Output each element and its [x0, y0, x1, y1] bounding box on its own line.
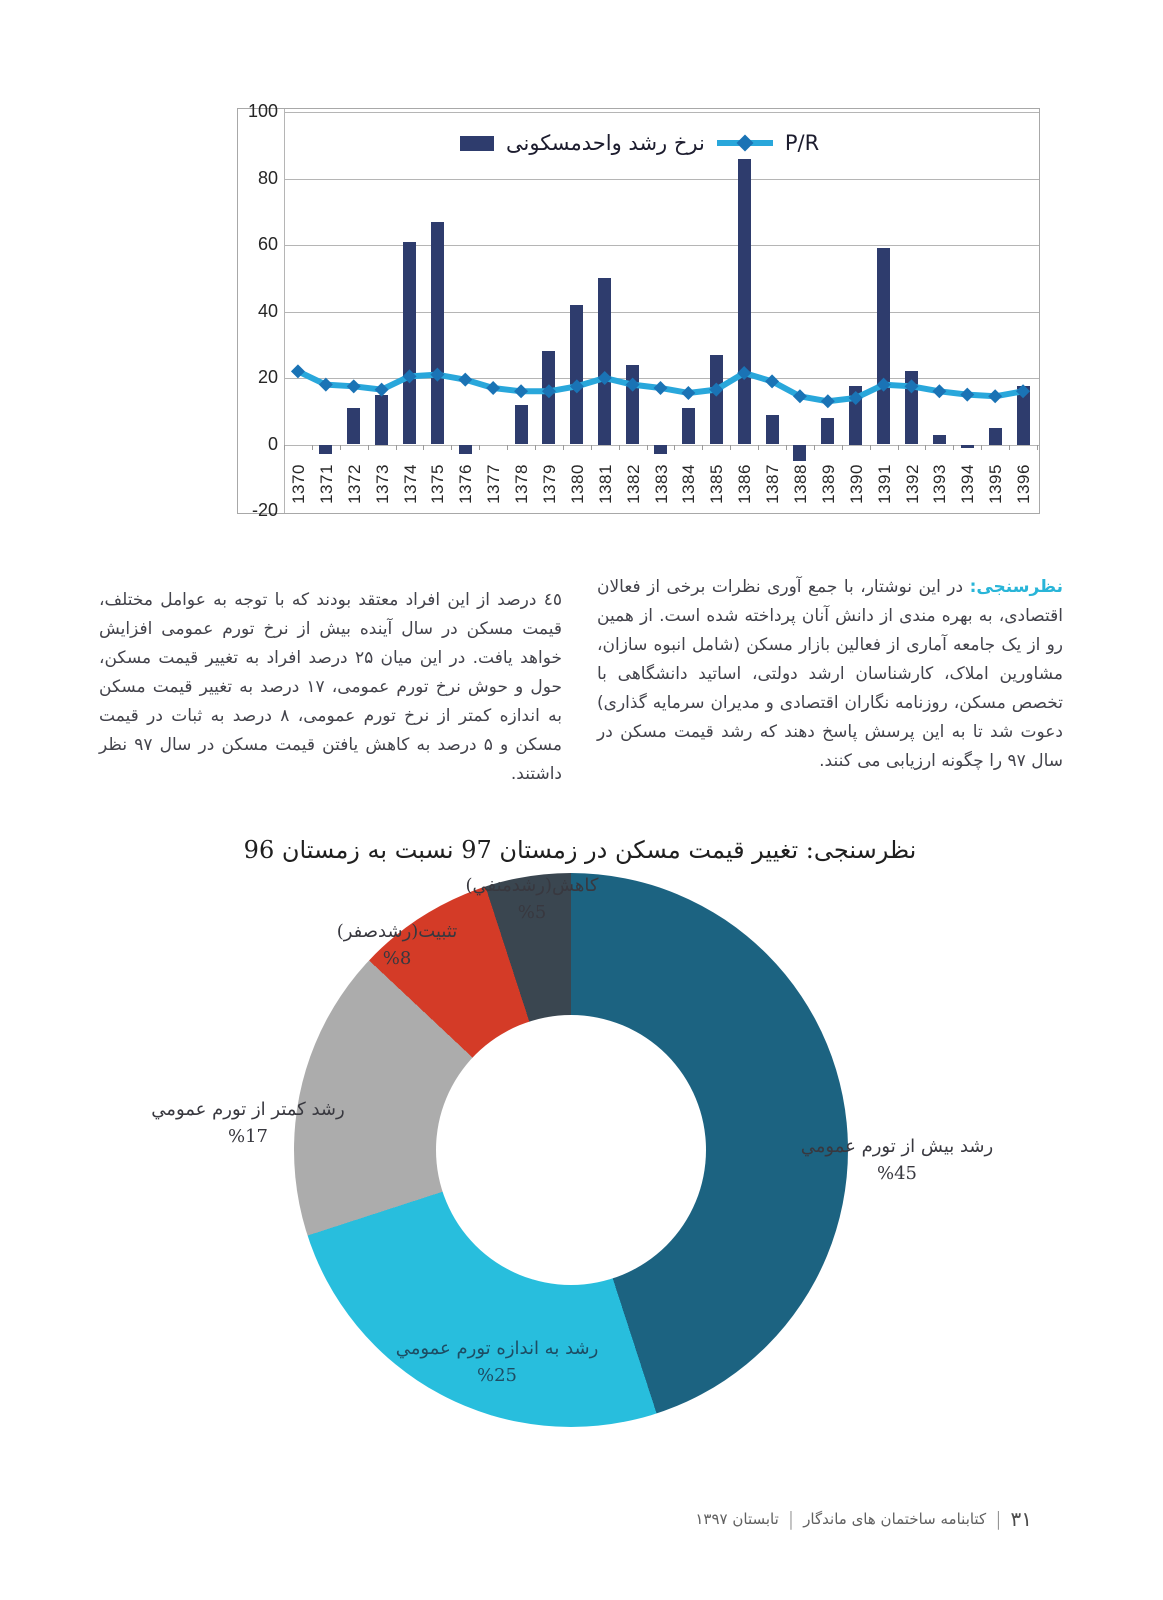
growth-chart	[237, 101, 1040, 520]
x-tick-label: 1370	[288, 463, 308, 504]
slice-label-below-inflation	[151, 1096, 344, 1150]
x-axis-tick	[507, 445, 508, 450]
x-axis-tick	[758, 445, 759, 450]
bar-1392	[905, 371, 918, 444]
x-tick-label: 1392	[902, 463, 922, 504]
bar-1396	[1017, 386, 1030, 444]
x-axis-tick	[1037, 445, 1038, 450]
x-tick-label: 1385	[707, 463, 727, 504]
slice-name: رشد کمتر از تورم عمومي	[151, 1099, 345, 1120]
x-tick-label: 1391	[874, 463, 894, 504]
bar-1384	[682, 408, 695, 445]
bar-1372	[347, 408, 360, 445]
x-axis-tick	[535, 445, 536, 450]
bar-series-label: نرخ رشد واحدمسکونی	[506, 131, 705, 155]
x-axis-tick	[647, 445, 648, 450]
x-tick-label: 1388	[790, 463, 810, 504]
x-tick-label: 1390	[846, 463, 866, 504]
intro-left-body: ٤٥ درصد از این افراد معتقد بودند که با توجه به عوامل مختلف، قیمت مسکن در سال آینده بیش از نرخ تورم عمومی افزایش خواهد یافت. در این میان ۲۵ درصد افراد به تغییر قیمت مسکن، حول و حوش نرخ تورم عمومی، ۱۷ درصد به تغییر قیمت مسکن به اندازه کمتر از نرخ تورم عمومی، ۸ درصد به ثبات در قیمت مسکن و ۵ درصد به کاهش یافتن قیمت مسکن در سال ۹۷ نظر داشتند.	[99, 590, 563, 784]
x-tick-label: 1376	[456, 463, 476, 504]
x-tick-label: 1379	[539, 463, 559, 504]
y-axis-line	[284, 109, 285, 513]
bar-1389	[821, 418, 834, 445]
x-axis-tick	[842, 445, 843, 450]
x-tick-label: 1382	[623, 463, 643, 504]
slice-label-decline	[466, 872, 599, 926]
x-axis-tick	[368, 445, 369, 450]
x-axis-tick	[981, 445, 982, 450]
x-tick-label: 1389	[818, 463, 838, 504]
x-tick-label: 1393	[930, 463, 950, 504]
bar-1379	[542, 351, 555, 444]
x-tick-label: 1383	[651, 463, 671, 504]
x-tick-label: 1395	[986, 463, 1006, 504]
footer-separator: |	[995, 1508, 1002, 1530]
x-tick-label: 1381	[595, 463, 615, 504]
chart-legend	[460, 131, 819, 155]
x-axis-tick	[1009, 445, 1010, 450]
x-axis-tick	[702, 445, 703, 450]
x-axis-tick	[312, 445, 313, 450]
bar-1381	[598, 278, 611, 444]
line-marker-diamond-icon	[736, 135, 753, 152]
y-tick-label: -20	[251, 500, 278, 520]
publication-name: کتابنامه ساختمان های ماندگار	[803, 1510, 987, 1528]
bar-1390	[849, 386, 862, 444]
x-axis-tick	[814, 445, 815, 450]
bar-1394	[961, 445, 974, 448]
donut-chart-title: نظرسنجی: تغییر قیمت مسکن در زمستان 97 نسبت به زمستان 96	[243, 836, 917, 864]
x-tick-label: 1377	[484, 463, 504, 504]
intro-right-body: در این نوشتار، با جمع آوری نظرات برخی از فعالان اقتصادی، به بهره مندی از دانش آنان پرداخته شده است. از همین رو از یک جامعه آماری از فعالین بازار مسکن (شامل انبوه سازان، مشاورین املاک، کارشناسان ارشد دولتی، اساتید دانشگاهی با تخصص مسکن، روزنامه نگاران اقتصادی و مدیران سرمایه گذاری) دعوت شد تا به این پرسش پاسخ دهند که رشد قیمت مسکن در سال ۹۷ را چگونه ارزیابی می کنند.	[597, 577, 1063, 771]
x-axis-tick	[674, 445, 675, 450]
x-axis-tick	[451, 445, 452, 450]
slice-percent: %25	[476, 1365, 517, 1386]
bar-1386	[738, 159, 751, 445]
slice-percent: %45	[876, 1163, 917, 1184]
x-tick-label: 1386	[735, 463, 755, 504]
donut-hole	[436, 1015, 706, 1285]
slice-percent: %8	[382, 948, 412, 969]
slice-label-above-inflation	[801, 1133, 993, 1187]
x-axis-tick	[925, 445, 926, 450]
slice-label-stable	[337, 918, 458, 972]
x-tick-label: 1374	[400, 463, 420, 504]
bar-1385	[710, 355, 723, 445]
x-axis-tick	[563, 445, 564, 450]
slice-name: رشد به اندازه تورم عمومي	[395, 1338, 599, 1359]
x-axis-tick	[898, 445, 899, 450]
x-axis-tick	[870, 445, 871, 450]
slice-percent: %17	[227, 1126, 269, 1147]
x-axis-tick	[591, 445, 592, 450]
slice-name: تثبیت(رشدصفر)	[336, 921, 458, 942]
x-tick-label: 1373	[372, 463, 392, 504]
y-tick-label: 80	[257, 167, 278, 188]
x-tick-label: 1380	[567, 463, 587, 504]
x-tick-label: 1387	[763, 463, 783, 504]
pr-line-plot	[238, 109, 1037, 511]
page-number: ۳۱	[1010, 1507, 1032, 1531]
y-gridline	[284, 179, 1039, 180]
y-tick-label: 0	[267, 433, 278, 454]
x-axis-tick	[730, 445, 731, 450]
bar-1382	[626, 365, 639, 445]
intro-paragraph-right	[597, 573, 1063, 776]
line-series-swatch	[717, 140, 773, 146]
slice-name: کاهش(رشدمنفي)	[465, 875, 599, 896]
bar-1375	[431, 222, 444, 445]
y-tick-label: 20	[257, 367, 278, 387]
x-tick-label: 1372	[344, 463, 364, 504]
intro-lead: نظرسنجی:	[969, 577, 1063, 597]
y-tick-label: 60	[257, 234, 278, 254]
bar-1395	[989, 428, 1002, 445]
x-axis-tick	[340, 445, 341, 450]
x-axis-tick	[479, 445, 480, 450]
x-axis-tick	[619, 445, 620, 450]
x-axis-tick	[423, 445, 424, 450]
slice-percent: %5	[517, 902, 547, 923]
bar-1378	[515, 405, 528, 445]
bar-1387	[766, 415, 779, 445]
bar-series-swatch	[460, 136, 494, 151]
x-tick-label: 1394	[958, 463, 978, 504]
x-tick-label: 1375	[428, 463, 448, 504]
bar-1391	[877, 248, 890, 444]
x-tick-label: 1371	[316, 463, 336, 504]
intro-paragraph-left	[99, 586, 562, 789]
y-gridline	[284, 112, 1039, 113]
slice-name: رشد بیش از تورم عمومي	[800, 1136, 994, 1157]
y-gridline	[284, 312, 1039, 313]
page-footer	[695, 1507, 1032, 1531]
footer-separator: |	[787, 1508, 795, 1530]
line-series-label: P/R	[784, 131, 820, 155]
y-tick-label: 100	[247, 101, 278, 121]
x-axis-tick	[786, 445, 787, 450]
y-gridline	[284, 245, 1039, 246]
x-axis-tick	[284, 445, 285, 450]
bar-1373	[375, 395, 388, 445]
issue-name: تابستان ۱۳۹۷	[695, 1510, 779, 1528]
x-axis-tick	[396, 445, 397, 450]
x-tick-label: 1396	[1014, 463, 1034, 504]
slice-label-equal-inflation	[396, 1335, 599, 1389]
bar-1374	[403, 242, 416, 445]
bar-1380	[570, 305, 583, 445]
x-axis-tick	[953, 445, 954, 450]
x-tick-label: 1378	[512, 463, 532, 504]
x-tick-label: 1384	[679, 463, 699, 504]
y-tick-label: 40	[257, 300, 278, 321]
y-gridline	[284, 378, 1039, 379]
bar-1393	[933, 435, 946, 445]
